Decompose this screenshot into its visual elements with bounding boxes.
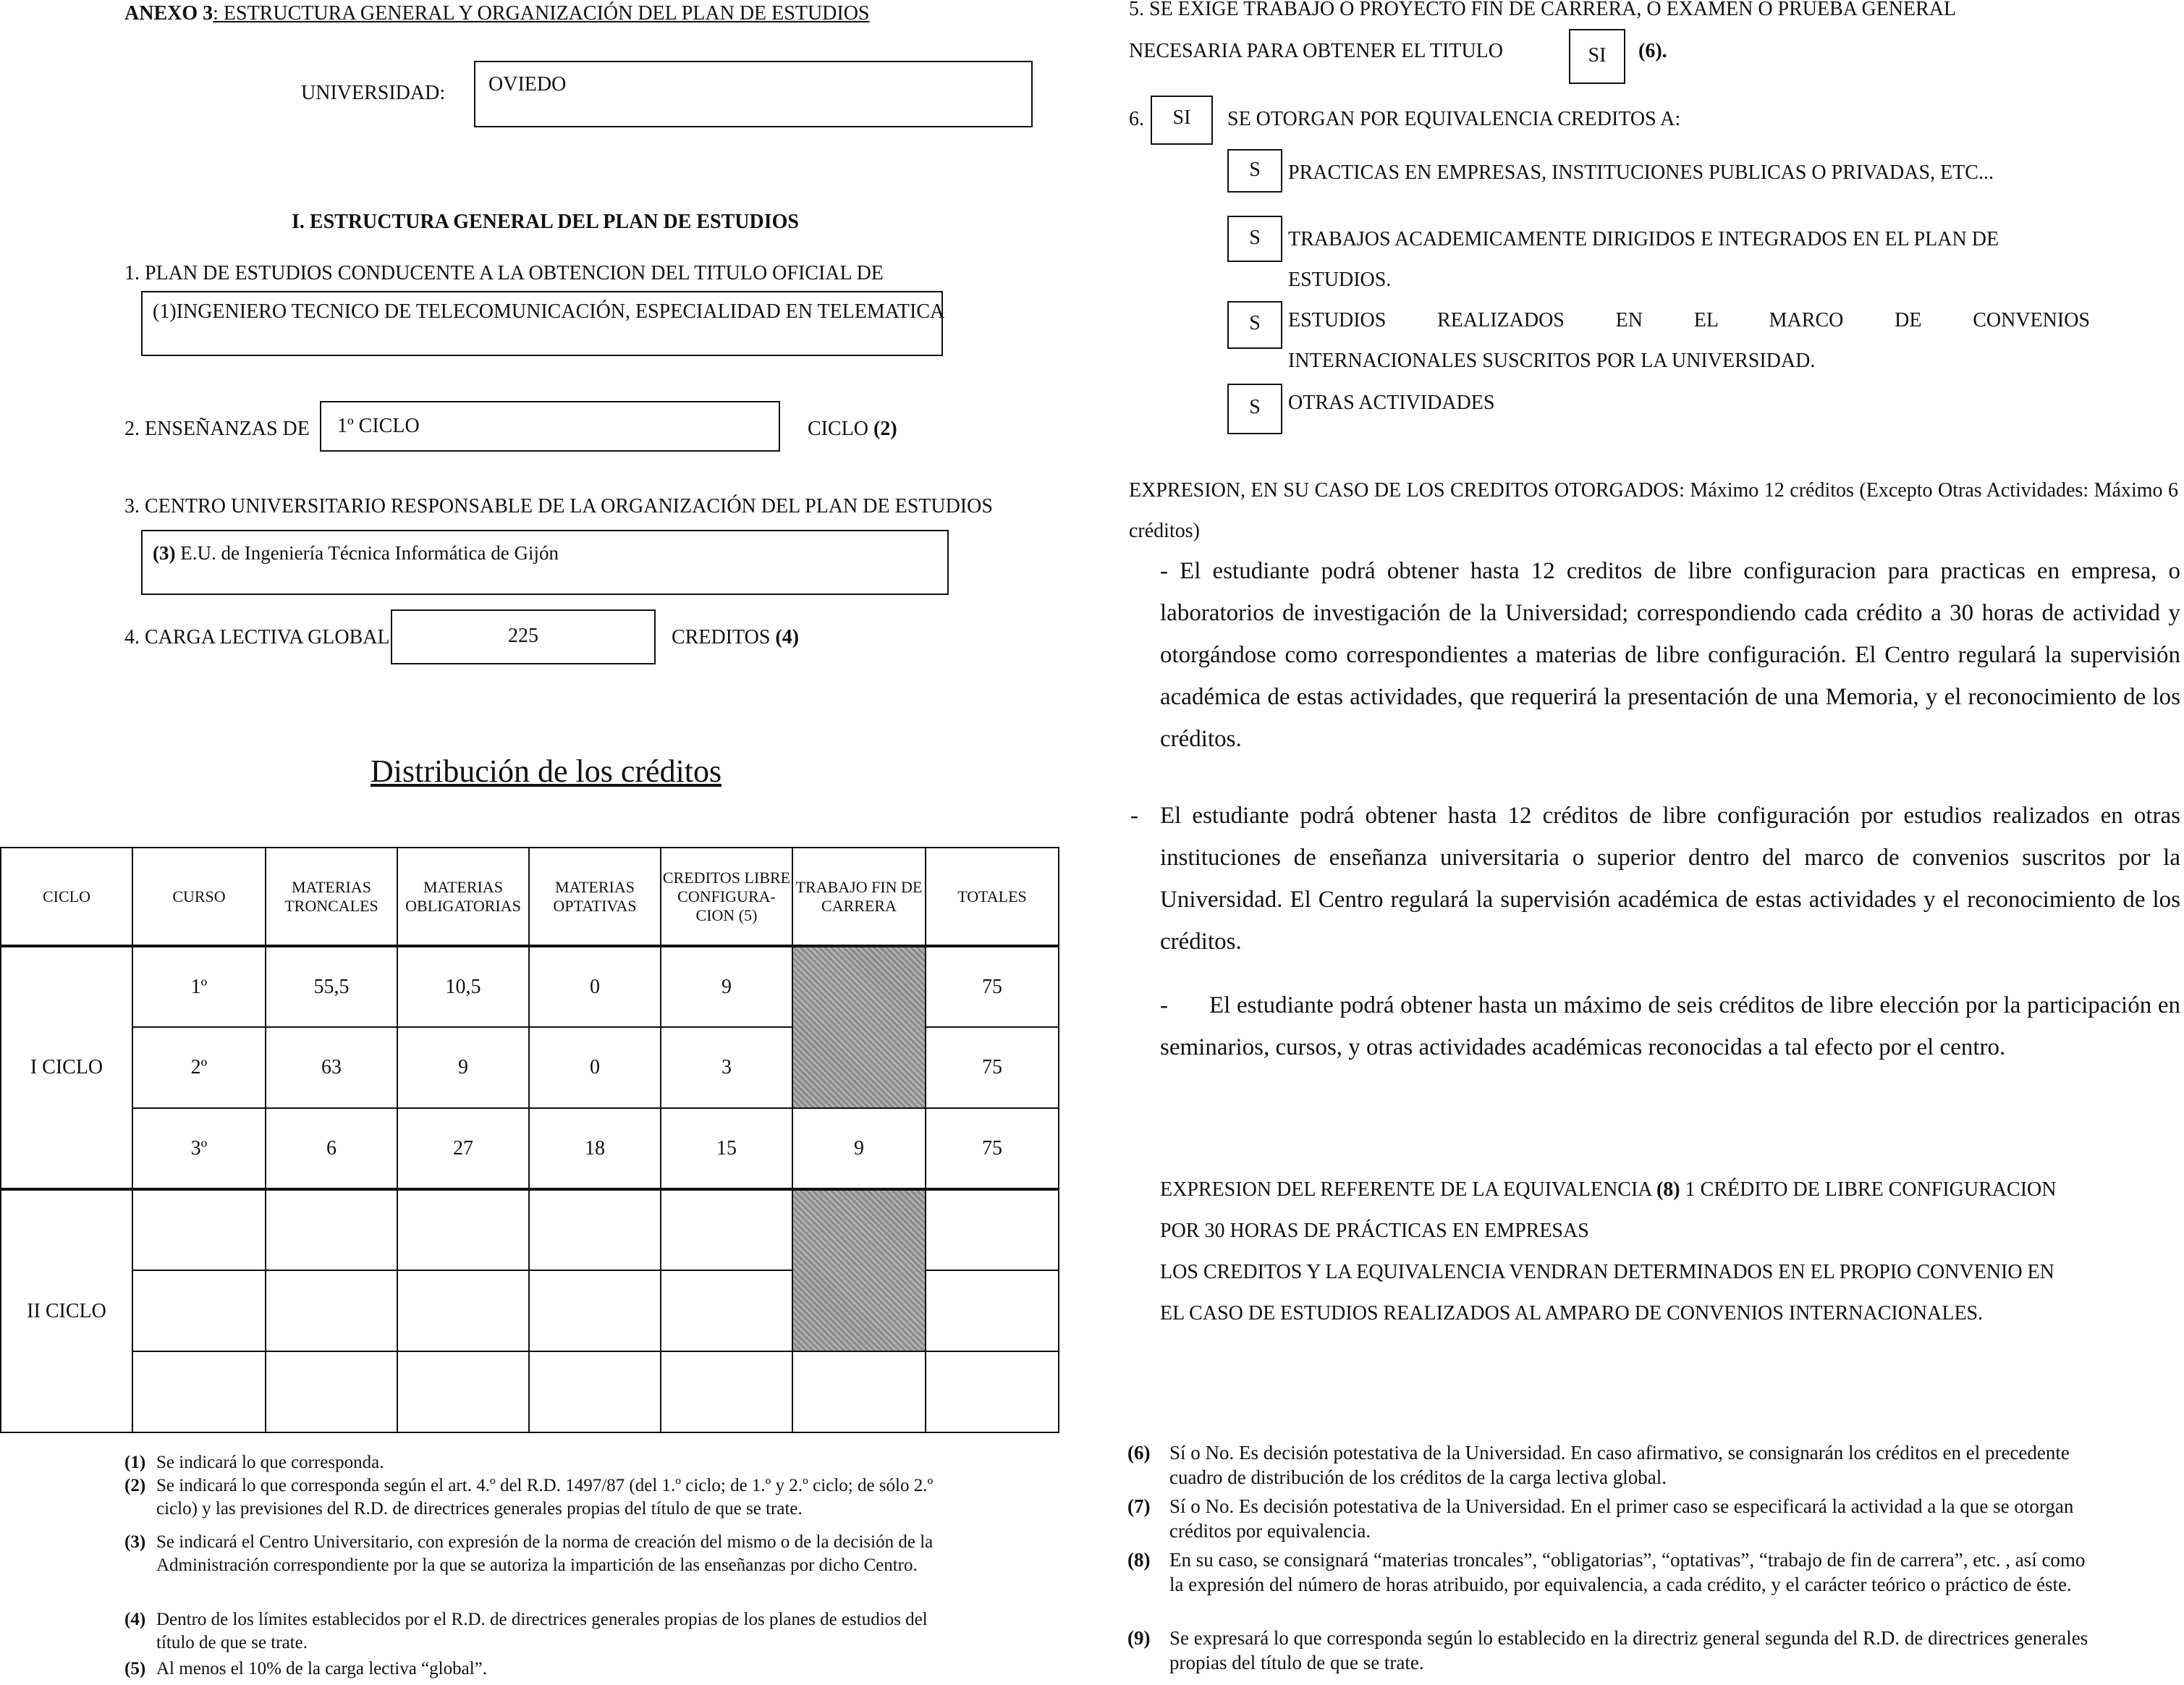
empty-cell xyxy=(792,1351,926,1432)
table-row xyxy=(1,1351,1059,1432)
footnote-num: (7) xyxy=(1127,1495,1151,1517)
referente-line1 xyxy=(1160,1178,2056,1202)
university-label: UNIVERSIDAD: xyxy=(301,82,446,104)
obligatorias-cell: 10,5 xyxy=(397,946,529,1027)
item2-suffix xyxy=(808,417,897,442)
empty-cell xyxy=(529,1189,661,1270)
curso-cell: 3º xyxy=(132,1108,266,1189)
header-libre: CREDITOS LIBRE CONFIGURA-CION (5) xyxy=(661,848,792,946)
footnote-4 xyxy=(124,1608,957,1655)
obligatorias-cell: 27 xyxy=(397,1108,529,1189)
item4-ref: (4) xyxy=(775,626,800,649)
footnote-num: (2) xyxy=(124,1476,146,1495)
option-mark: S xyxy=(1249,396,1261,418)
university-value: OVIEDO xyxy=(488,73,567,96)
referente-ref: (8) xyxy=(1656,1178,1680,1201)
footnote-text: En su caso, se consignará “materias troncales”, “obligatorias”, “optativas”, “trabajo de fin de carrera”, etc. , así como la expresión del número de horas atribuido, por equivalencia, a cada crédito, y el carácter teórico o práctico de éste. xyxy=(1169,1549,2086,1595)
optativas-cell: 0 xyxy=(529,946,661,1027)
item5-line1: 5. SE EXIGE TRABAJO O PROYECTO FIN DE CARRERA, O EXAMEN O PRUEBA GENERAL xyxy=(1129,0,1957,20)
paragraph-dash: - xyxy=(1160,992,1168,1018)
item5-ref: (6). xyxy=(1638,40,1667,62)
empty-cell xyxy=(397,1351,529,1432)
curso-cell: 1º xyxy=(132,946,266,1027)
option-mark-box xyxy=(1227,216,1282,262)
item4-label: 4. CARGA LECTIVA GLOBAL xyxy=(124,626,390,649)
expresion-creditos xyxy=(1129,470,2178,552)
paragraph-dash: - xyxy=(1130,803,1138,829)
footnote-3 xyxy=(124,1531,957,1577)
expresion-lead: EXPRESION, EN SU CASO DE LOS CREDITOS OTORGADOS: xyxy=(1129,479,1685,502)
troncales-cell: 55,5 xyxy=(266,946,397,1027)
empty-cell xyxy=(132,1351,266,1432)
credit-distribution-table xyxy=(0,847,1059,1433)
referente-line2: POR 30 HORAS DE PRÁCTICAS EN EMPRESAS xyxy=(1160,1220,1589,1242)
item1-field xyxy=(141,291,943,356)
optativas-cell: 18 xyxy=(529,1108,661,1189)
footnote-text: Se indicará el Centro Universitario, con expresión de la norma de creación del mismo o de la decisión de la Administración correspondiente por la que se autoriza la impartición de las enseñanzas por dicho Centro. xyxy=(156,1532,934,1575)
empty-cell xyxy=(661,1351,792,1432)
item2-label: 2. ENSEÑANZAS DE xyxy=(124,418,310,440)
item1-value: (1)INGENIERO TECNICO DE TELECOMUNICACIÓN, ESPECIALIDAD EN TELEMATICA xyxy=(153,300,945,323)
header-troncales: MATERIAS TRONCALES xyxy=(266,848,397,946)
empty-cell xyxy=(926,1270,1059,1351)
libre-cell: 9 xyxy=(661,946,792,1027)
table-row xyxy=(1,1189,1059,1270)
item6-label: SE OTORGAN POR EQUIVALENCIA CREDITOS A: xyxy=(1227,108,1681,130)
item3-field xyxy=(141,530,949,595)
footnote-text: Sí o No. Es decisión potestativa de la Universidad. En el primer caso se especificará la actividad a la que se otorgan créditos por equivalencia. xyxy=(1169,1495,2074,1542)
option-label: TRABAJOS ACADEMICAMENTE DIRIGIDOS E INTEGRADOS EN EL PLAN DE xyxy=(1288,228,1999,250)
header-optativas: MATERIAS OPTATIVAS xyxy=(529,848,661,946)
empty-cell xyxy=(926,1189,1059,1270)
item5-line2: NECESARIA PARA OBTENER EL TITULO xyxy=(1129,40,1503,62)
header-totales: TOTALES xyxy=(926,848,1059,946)
empty-cell xyxy=(132,1270,266,1351)
referente-rest: 1 CRÉDITO DE LIBRE CONFIGURACION xyxy=(1685,1178,2057,1201)
footnote-text: Se indicará lo que corresponda según el art. 4.º del R.D. 1497/87 (del 1.º ciclo; de 1.º y 2.º ciclo; de sólo 2.º ciclo) y las previsiones del R.D. de directrices generales propias del título de que se trate. xyxy=(156,1476,934,1519)
item6-field xyxy=(1151,96,1213,145)
footnote-text: Al menos el 10% de la carga lectiva “global”. xyxy=(156,1659,487,1678)
option-label-line2: ESTUDIOS. xyxy=(1288,269,1392,291)
empty-cell xyxy=(397,1189,529,1270)
item2-value: 1º CICLO xyxy=(337,415,420,437)
item6-num: 6. xyxy=(1129,108,1144,130)
ciclo1-cell: I CICLO xyxy=(1,946,132,1189)
libre-cell: 15 xyxy=(661,1108,792,1189)
header-obligatorias: MATERIAS OBLIGATORIAS xyxy=(397,848,529,946)
empty-cell xyxy=(926,1351,1059,1432)
footnote-text: Se indicará lo que corresponda. xyxy=(156,1453,384,1472)
item2-ref: (2) xyxy=(873,418,897,440)
empty-cell xyxy=(529,1351,661,1432)
totales-cell: 75 xyxy=(926,1108,1059,1189)
totales-cell: 75 xyxy=(926,1027,1059,1108)
item4-suffix-text: CREDITOS xyxy=(672,626,771,649)
paragraph-actividades: El estudiante podrá obtener hasta un máximo de seis créditos de libre elección por la participación en seminarios, cursos, y otras actividades académicas reconocidas a tal efecto por el centro. xyxy=(1160,992,2180,1060)
header-ciclo: CICLO xyxy=(1,848,132,946)
footnote-2 xyxy=(124,1474,957,1521)
item4-suffix xyxy=(672,625,799,650)
item3-value-line xyxy=(153,541,559,565)
obligatorias-cell: 9 xyxy=(397,1027,529,1108)
curso-cell: 2º xyxy=(132,1027,266,1108)
empty-cell xyxy=(529,1270,661,1351)
troncales-cell: 6 xyxy=(266,1108,397,1189)
annex-label: ANEXO 3 xyxy=(124,2,213,25)
footnote-text: Dentro de los límites establecidos por el R.D. de directrices generales propias de los planes de estudios del título de que se trate. xyxy=(156,1610,928,1652)
totales-cell: 75 xyxy=(926,946,1059,1027)
item4-field xyxy=(391,609,656,664)
item2-field xyxy=(320,401,780,452)
trabajo-cell: 9 xyxy=(792,1108,926,1189)
option-mark: S xyxy=(1249,159,1261,181)
footnote-num: (1) xyxy=(124,1453,146,1472)
referente-line4: EL CASO DE ESTUDIOS REALIZADOS AL AMPARO DE CONVENIOS INTERNACIONALES. xyxy=(1160,1302,1984,1325)
expresion-rest: Máximo 12 créditos (Excepto Otras Actividades: Máximo 6 créditos) xyxy=(1129,479,2178,542)
option-mark-box xyxy=(1227,384,1282,434)
footnote-6 xyxy=(1127,1440,2097,1490)
annex-heading xyxy=(124,1,870,26)
trabajo-shaded-cell xyxy=(792,946,926,1108)
option-mark-box xyxy=(1227,301,1282,349)
empty-cell xyxy=(661,1270,792,1351)
option-mark: S xyxy=(1249,312,1261,334)
empty-cell xyxy=(266,1351,397,1432)
empty-cell xyxy=(132,1189,266,1270)
header-trabajo: TRABAJO FIN DE CARRERA xyxy=(792,848,926,946)
footnote-7 xyxy=(1127,1494,2097,1543)
trabajo-shaded-cell xyxy=(792,1189,926,1351)
paragraph-convenios: El estudiante podrá obtener hasta 12 créditos de libre configuración por estudios realizados en otras instituciones de enseñanza universitaria o superior dentro del marco de convenios suscritos por la Universidad. El Centro regulará la supervisión académica de estas actividades y el reconocimiento de los créditos. xyxy=(1160,803,2180,955)
item3-value: E.U. de Ingeniería Técnica Informática de Gijón xyxy=(180,542,559,564)
option-mark-box xyxy=(1227,149,1282,193)
empty-cell xyxy=(266,1189,397,1270)
empty-cell xyxy=(266,1270,397,1351)
footnote-5 xyxy=(124,1657,957,1681)
footnote-num: (5) xyxy=(124,1659,146,1678)
option-label: ESTUDIOS REALIZADOS EN EL MARCO DE CONVENIOS xyxy=(1288,309,2090,331)
item1-label: 1. PLAN DE ESTUDIOS CONDUCENTE A LA OBTENCION DEL TITULO OFICIAL DE xyxy=(124,262,884,284)
option-label: PRACTICAS EN EMPRESAS, INSTITUCIONES PUBLICAS O PRIVADAS, ETC... xyxy=(1288,161,1994,184)
paragraph-practicas: - El estudiante podrá obtener hasta 12 creditos de libre configuracion para practicas en empresa, o laboratorios de investigación de la Universidad; correspondiendo cada crédito a 30 horas de actividad y otorgándose como correspondientes a materias de libre configuración. El Centro regulará la supervisión académica de estas actividades, que requerirá la presentación de una Memoria, y el reconocimiento de los créditos. xyxy=(1160,558,2180,752)
troncales-cell: 63 xyxy=(266,1027,397,1108)
table-header-row xyxy=(1,848,1059,946)
option-mark: S xyxy=(1249,227,1261,249)
footnote-1 xyxy=(124,1451,957,1474)
item3-ref: (3) xyxy=(153,542,176,564)
university-field xyxy=(474,61,1033,127)
footnote-text: Se expresará lo que corresponda según lo establecido en la directriz general segunda del R.D. de directrices generales propias del título de que se trate. xyxy=(1169,1627,2088,1673)
table-row xyxy=(1,946,1059,1027)
footnote-num: (8) xyxy=(1127,1549,1151,1571)
table-row xyxy=(1,1108,1059,1189)
footnote-num: (6) xyxy=(1127,1442,1151,1464)
item5-value: SI xyxy=(1588,44,1607,67)
item4-value: 225 xyxy=(508,625,538,647)
item6-value: SI xyxy=(1172,106,1191,129)
ciclo2-cell: II CICLO xyxy=(1,1189,132,1432)
section-title: I. ESTRUCTURA GENERAL DEL PLAN DE ESTUDIOS xyxy=(292,211,799,233)
footnote-num: (4) xyxy=(124,1610,146,1629)
item2-suffix-text: CICLO xyxy=(808,418,868,440)
footnote-9 xyxy=(1127,1626,2097,1675)
annex-title: : ESTRUCTURA GENERAL Y ORGANIZACIÓN DEL PLAN DE ESTUDIOS xyxy=(213,2,870,25)
footnote-text: Sí o No. Es decisión potestativa de la Universidad. En caso afirmativo, se consignarán los créditos en el precedente cuadro de distribución de los créditos de la carga lectiva global. xyxy=(1169,1442,2070,1488)
footnote-8 xyxy=(1127,1547,2097,1597)
item5-field xyxy=(1569,29,1625,84)
referente-line3: LOS CREDITOS Y LA EQUIVALENCIA VENDRAN DETERMINADOS EN EL PROPIO CONVENIO EN xyxy=(1160,1261,2054,1283)
option-label-line2: INTERNACIONALES SUSCRITOS POR LA UNIVERSIDAD. xyxy=(1288,350,1816,372)
empty-cell xyxy=(661,1189,792,1270)
footnote-num: (9) xyxy=(1127,1627,1151,1649)
header-curso: CURSO xyxy=(132,848,266,946)
option-label: OTRAS ACTIVIDADES xyxy=(1288,392,1495,414)
empty-cell xyxy=(397,1270,529,1351)
item3-label: 3. CENTRO UNIVERSITARIO RESPONSABLE DE LA ORGANIZACIÓN DEL PLAN DE ESTUDIOS xyxy=(124,495,993,518)
optativas-cell: 0 xyxy=(529,1027,661,1108)
footnote-num: (3) xyxy=(124,1532,146,1552)
distribution-title: Distribución de los créditos xyxy=(371,753,722,789)
referente-lead: EXPRESION DEL REFERENTE DE LA EQUIVALENCIA xyxy=(1160,1178,1651,1201)
libre-cell: 3 xyxy=(661,1027,792,1108)
